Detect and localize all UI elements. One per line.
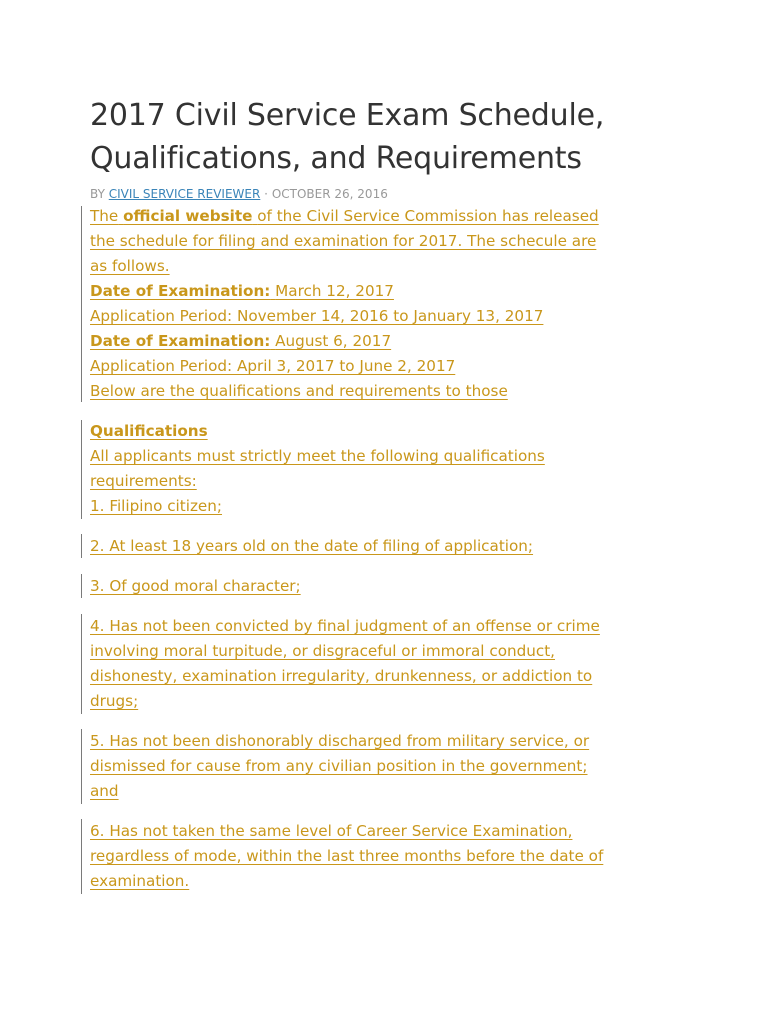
qualifications-heading-line [90,419,690,444]
qualification-item-4-line-2: involving moral turpitude, or disgraceful or immoral conduct, [90,642,556,660]
block-rule-item5 [81,729,82,804]
qualification-item-4 [90,614,690,714]
exam-date-1-value: March 12, 2017 [275,282,394,300]
block-rule-item6 [81,819,82,894]
qualifications-intro-1: All applicants must strictly meet the following qualifications [90,447,545,465]
qualification-item-5 [90,729,690,804]
qualification-item-6-line-1: 6. Has not taken the same level of Career Service Examination, [90,822,573,840]
intro-line-1 [90,204,690,229]
qualification-item-6 [90,819,690,894]
qualification-item-4-line-4: drugs; [90,692,139,710]
block-rule-item4 [81,614,82,714]
exam-date-2 [90,329,690,354]
intro-block [90,204,690,404]
qualification-item-6-line-3: examination. [90,872,190,890]
qualification-item-6-line-2: regardless of mode, within the last three months before the date of [90,847,604,865]
qualifications-intro-2: requirements: [90,472,197,490]
application-period-2: Application Period: April 3, 2017 to June 2, 2017 [90,357,456,375]
exam-date-1-label: Date of Examination: [90,282,271,300]
qualification-item-1: 1. Filipino citizen; [90,497,223,515]
below-text: Below are the qualifications and requirements to those [90,382,508,400]
author-link[interactable]: CIVIL SERVICE REVIEWER [108,187,261,201]
qualification-item-3-text: 3. Of good moral character; [90,577,301,595]
block-rule-item3 [81,574,82,598]
intro-the: The [90,207,119,225]
byline [90,185,388,203]
qualification-item-2 [90,534,690,559]
byline-separator: · [264,187,268,201]
qualification-item-3 [90,574,690,599]
exam-date-1 [90,279,690,304]
page-title: 2017 Civil Service Exam Schedule, Qualifications, and Requirements [90,98,605,176]
intro-line-2: the schedule for filing and examination for 2017. The schecule are [90,232,597,250]
qualification-item-2-text: 2. At least 18 years old on the date of filing of application; [90,537,534,555]
exam-date-2-label: Date of Examination: [90,332,271,350]
qualification-item-5-line-1: 5. Has not been dishonorably discharged from military service, or [90,732,590,750]
qualifications-block [90,419,690,519]
block-rule-intro [81,206,82,402]
qualifications-heading: Qualifications [90,422,208,440]
application-period-1: Application Period: November 14, 2016 to January 13, 2017 [90,307,544,325]
official-website-link[interactable]: official website [123,207,253,225]
intro-line-1-rest: of the Civil Service Commission has released [257,207,599,225]
qualification-item-5-line-3: and [90,782,119,800]
qualification-item-4-line-1: 4. Has not been convicted by final judgment of an offense or crime [90,617,600,635]
exam-date-2-value: August 6, 2017 [275,332,392,350]
qualification-item-4-line-3: dishonesty, examination irregularity, drunkenness, or addiction to [90,667,593,685]
publish-date: OCTOBER 26, 2016 [271,187,388,201]
byline-by: BY [90,187,105,201]
qualification-item-5-line-2: dismissed for cause from any civilian position in the government; [90,757,588,775]
block-rule-item2 [81,534,82,558]
block-rule-qualifications [81,420,82,519]
intro-line-3: as follows. [90,257,170,275]
